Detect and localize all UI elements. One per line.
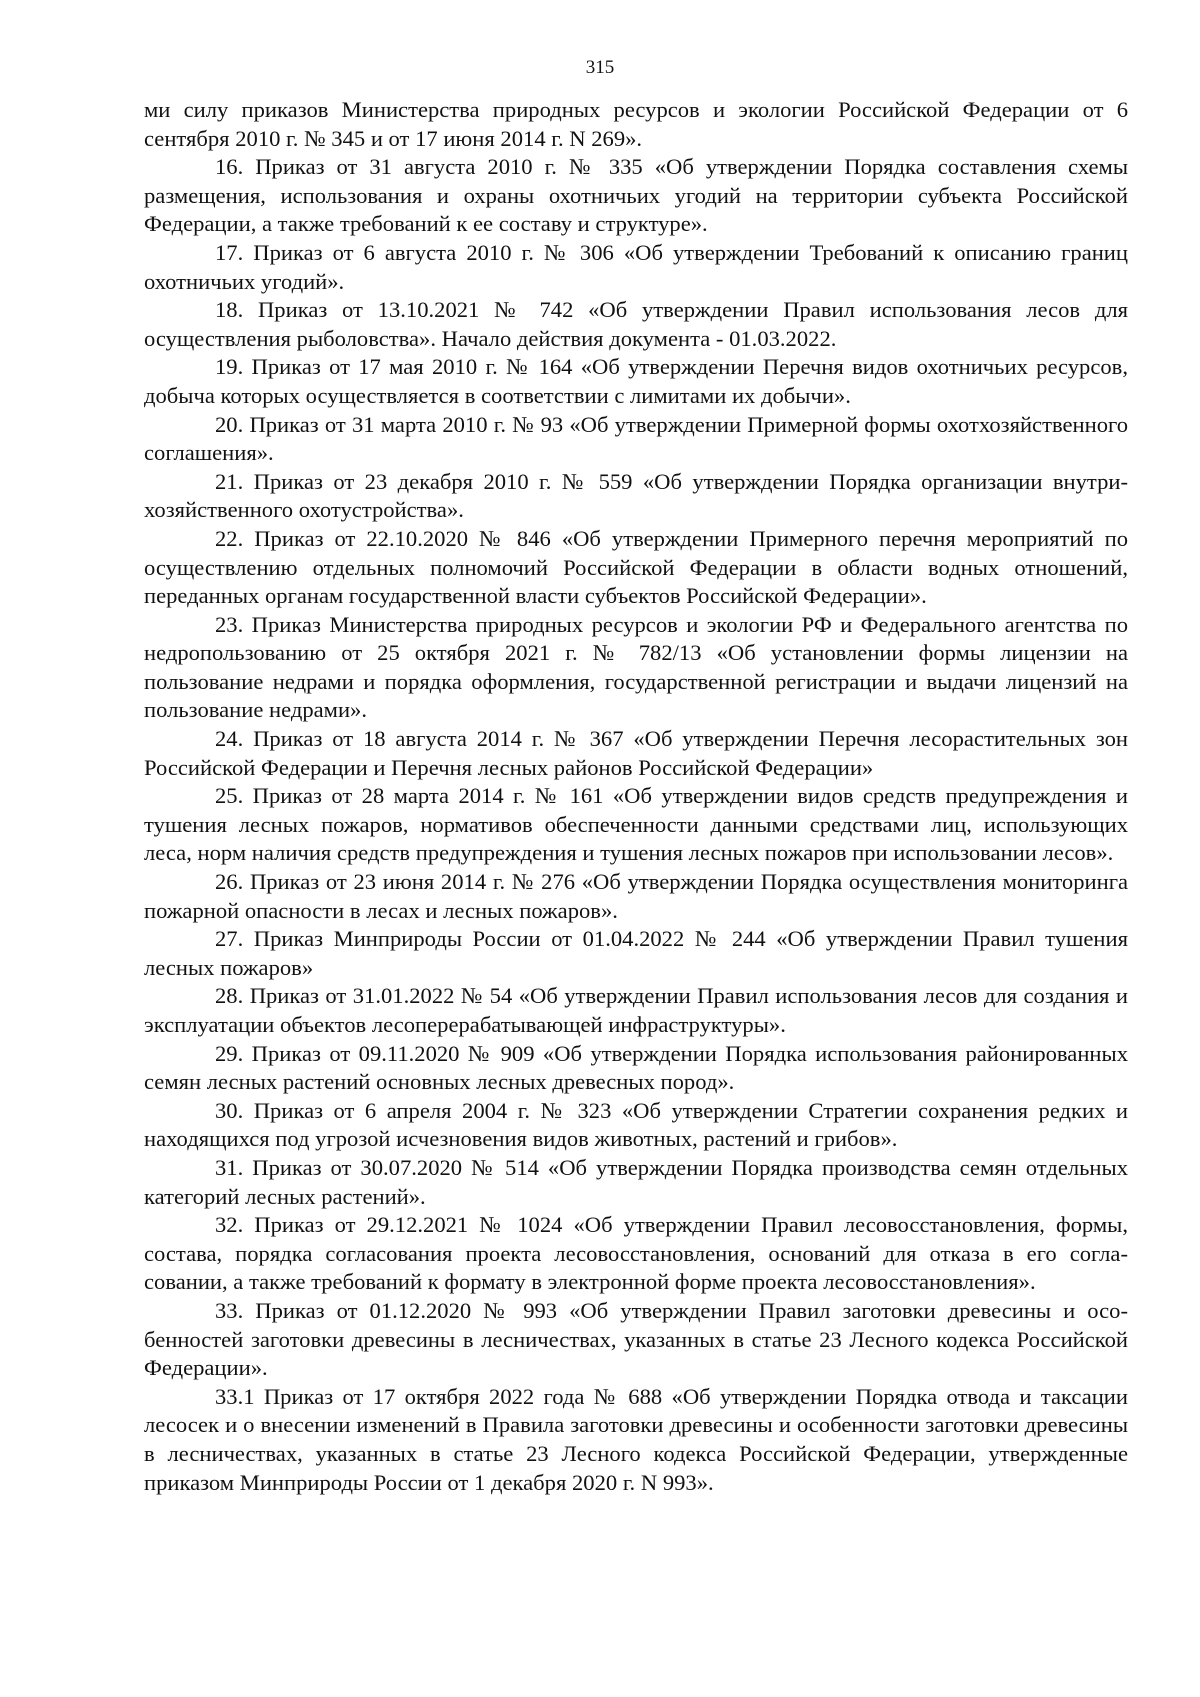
list-item: 33.1 Приказ от 17 октября 2022 года № 688 «Об утверждении Порядка отвода и таксации лесосек и о внесении изменений в Правила заготовки древесины и особенности заготовки древесины в лесничествах, указанных в статье 23 Лесного кодекса Российской Федерации, утвержденные приказом Минприроды России от 1 декабря 2020 г. N 993». [144, 1383, 1128, 1495]
list-item: 27. Приказ Минприроды России от 01.04.2022 № 244 «Об утверждении Правил тушения лесных пожаров» [144, 926, 1128, 980]
continued-paragraph: ми силу приказов Министерства природных ресурсов и экологии Российской Федерации от 6 сентября 2010 г. № 345 и от 17 июня 2014 г. N 269». [144, 97, 1128, 151]
list-item: 30. Приказ от 6 апреля 2004 г. № 323 «Об утверждении Стратегии сохранения редких и находящихся под угрозой исчезновения видов животных, растений и грибов». [144, 1097, 1128, 1152]
list-item: 22. Приказ от 22.10.2020 № 846 «Об утверждении Примерного перечня мероприятий по осуществлению отдельных полномочий Российской Федерации в области водных отношений, переданных органам государственной власти субъектов Российской Федерации». [144, 525, 1128, 609]
list-item: 29. Приказ от 09.11.2020 № 909 «Об утверждении Порядка использования районированных семян лесных растений основных лесных древесных пород». [144, 1040, 1128, 1095]
list-item: 28. Приказ от 31.01.2022 № 54 «Об утверждении Правил использования лесов для создания и эксплуатации объектов лесоперерабатывающей инфраструктуры». [144, 983, 1128, 1037]
list-item: 20. Приказ от 31 марта 2010 г. № 93 «Об утверждении Примерной формы охотхозяйственного соглашения». [144, 411, 1128, 466]
list-item: 16. Приказ от 31 августа 2010 г. № 335 «Об утверждении Порядка составления схемы размещения, использования и охраны охотничьих угодий на территории субъекта Российской Федерации, а также требований к ее составу и структуре». [144, 154, 1128, 237]
list-item: 25. Приказ от 28 марта 2014 г. № 161 «Об утверждении видов средств предупреждения и тушения лесных пожаров, нормативов обеспеченности данными средствами лиц, использующих леса, норм наличия средств предупреждения и тушения лесных пожаров при использовании лесов». [144, 783, 1128, 866]
list-item: 31. Приказ от 30.07.2020 № 514 «Об утверждении Порядка производства семян отдельных категорий лесных растений». [144, 1154, 1128, 1209]
list-item: 23. Приказ Министерства природных ресурсов и экологии РФ и Федерального агентства по недропользованию от 25 октября 2021 г. № 782/13 «Об установлении формы лицензии на пользование недрами и порядка оформления, государственной регистрации и выдачи лицензий на пользование недрами». [144, 611, 1128, 723]
list-item: 19. Приказ от 17 мая 2010 г. № 164 «Об утверждении Перечня видов охотничьих ресурсов, добыча которых осуществляется в соответствии с лимитами их добычи». [144, 354, 1128, 408]
list-item: 24. Приказ от 18 августа 2014 г. № 367 «Об утверждении Перечня лесорастительных зон Российской Федерации и Перечня лесных районов Российской Федерации» [144, 726, 1128, 780]
list-item: 32. Приказ от 29.12.2021 № 1024 «Об утверждении Правил лесовосстановления, формы, состава, порядка согласования проекта лесовосстановления, оснований для отказа в его согласовании, а также требований к формату в электронной форме проекта лесовосстановления». [144, 1212, 1128, 1295]
list-item: 33. Приказ от 01.12.2020 № 993 «Об утверждении Правил заготовки древесины и особенностей заготовки древесины в лесничествах, указанных в статье 23 Лесного кодекса Российской Федерации». [144, 1297, 1128, 1381]
list-item: 21. Приказ от 23 декабря 2010 г. № 559 «Об утверждении Порядка организации внутрихозяйственного охотустройства». [144, 468, 1128, 523]
document-body [144, 96, 1128, 1497]
list-item: 17. Приказ от 6 августа 2010 г. № 306 «Об утверждении Требований к описанию границ охотничьих угодий». [144, 239, 1128, 294]
page-number: 315 [585, 57, 615, 78]
list-item: 18. Приказ от 13.10.2021 № 742 «Об утверждении Правил использования лесов для осуществления рыболовства». Начало действия документа - 01.03.2022. [144, 297, 1128, 351]
list-item: 26. Приказ от 23 июня 2014 г. № 276 «Об утверждении Порядка осуществления мониторинга пожарной опасности в лесах и лесных пожаров». [144, 869, 1128, 923]
